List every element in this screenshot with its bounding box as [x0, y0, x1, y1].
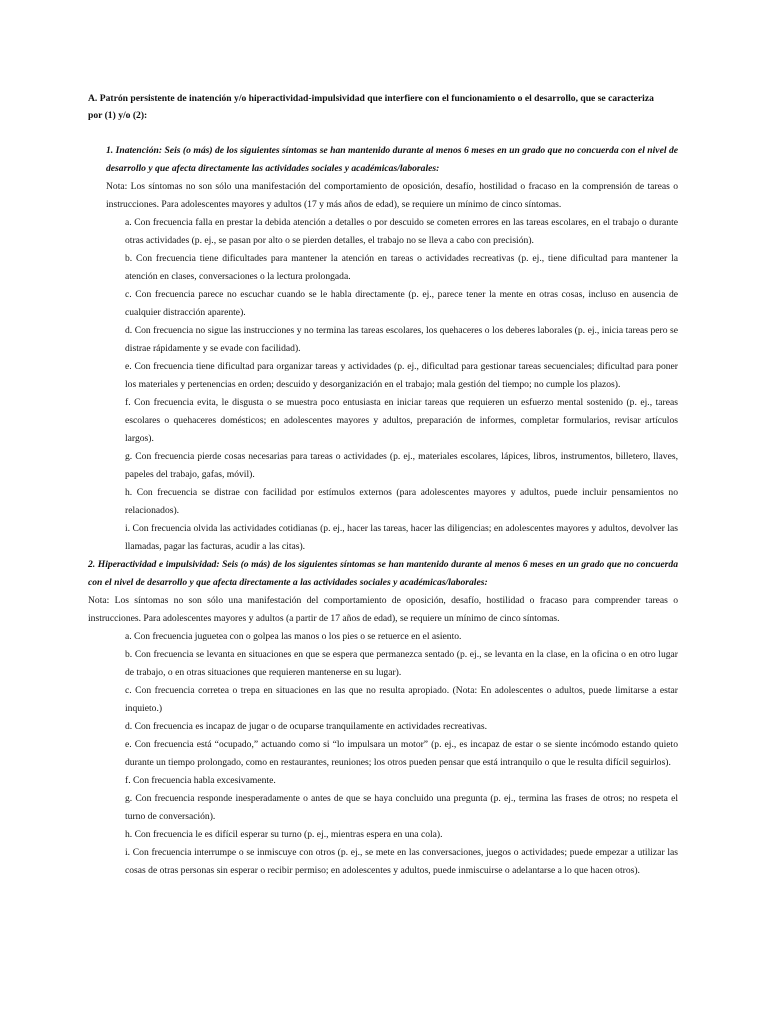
list-item: a. Con frecuencia juguetea con o golpea las manos o los pies o se retuerce en el asiento.	[125, 631, 462, 642]
hyperactivity-note: Nota: Los síntomas no son sólo una manifestación del comportamiento de oposición, desafío, hostilidad o fracaso para comprender tareas o instrucciones. Para adolescentes mayores y adultos (a partir de 17 años de edad), se requiere un mínimo de cinco síntomas.	[88, 595, 678, 624]
list-item: g. Con frecuencia pierde cosas necesarias para tareas o actividades (p. ej., materiales escolares, lápices, libros, instrumentos, billetero, llaves, papeles del trabajo, gafas, móvil).	[125, 451, 678, 480]
section-inattention	[88, 142, 678, 556]
list-item: i. Con frecuencia interrumpe o se inmiscuye con otros (p. ej., se mete en las conversaciones, juegos o actividades; puede empezar a utilizar las cosas de otras personas sin esperar o recibir permiso; en adolescentes y adultos, puede inmiscuirse o adelantarse a lo que hacen otros).	[125, 847, 678, 876]
document-page	[88, 90, 678, 880]
list-item: b. Con frecuencia se levanta en situaciones en que se espera que permanezca sentado (p. ej., se levanta en la clase, en la oficina o en otro lugar de trabajo, o en otras situaciones que requieren mantenerse en su lugar).	[125, 649, 678, 678]
list-item: f. Con frecuencia habla excesivamente.	[125, 775, 276, 786]
list-item: h. Con frecuencia se distrae con facilidad por estímulos externos (para adolescentes mayores y adultos, puede incluir pensamientos no relacionados).	[125, 487, 678, 516]
section-hyperactivity	[88, 556, 678, 880]
list-item: h. Con frecuencia le es difícil esperar su turno (p. ej., mientras espera en una cola).	[125, 829, 443, 840]
list-item: c. Con frecuencia corretea o trepa en situaciones en las que no resulta apropiado. (Nota: En adolescentes o adultos, puede limitarse a estar inquieto.)	[125, 685, 678, 714]
inattention-list	[88, 214, 678, 556]
list-item: e. Con frecuencia está “ocupado,” actuando como si “lo impulsara un motor” (p. ej., es incapaz de estar o se siente incómodo estando quieto durante un tiempo prolongado, como en restaurantes, reuniones; los otros pueden pensar que está intranquilo o que le resulta difícil seguirlos).	[125, 739, 678, 768]
list-item: i. Con frecuencia olvida las actividades cotidianas (p. ej., hacer las tareas, hacer las diligencias; en adolescentes mayores y adultos, devolver las llamadas, pagar las facturas, acudir a las citas).	[125, 523, 678, 552]
list-item: f. Con frecuencia evita, le disgusta o se muestra poco entusiasta en iniciar tareas que requieren un esfuerzo mental sostenido (p. ej., tareas escolares o quehaceres domésticos; en adolescentes mayores y adultos, preparación de informes, completar formularios, revisar artículos largos).	[125, 397, 678, 444]
list-item: c. Con frecuencia parece no escuchar cuando se le habla directamente (p. ej., parece tener la mente en otras cosas, incluso en ausencia de cualquier distracción aparente).	[125, 289, 678, 318]
hyperactivity-title: 2. Hiperactividad e impulsividad: Seis (o más) de los siguientes síntomas se han mantenido durante al menos 6 meses en un grado que no concuerda con el nivel de desarrollo y que afecta directamente a las actividades sociales y académicas/laborales:	[88, 559, 678, 588]
inattention-title: 1. Inatención: Seis (o más) de los siguientes síntomas se han mantenido durante al menos 6 meses en un grado que no concuerda con el nivel de desarrollo y que afecta directamente las actividades sociales y académicas/laborales:	[106, 145, 678, 174]
criterion-a-heading-line1: A. Patrón persistente de inatención y/o hiperactividad-impulsividad que interfiere con el funcionamiento o el desarrollo, que se caracteriza	[88, 93, 654, 104]
criterion-a-heading	[88, 90, 678, 124]
list-item: b. Con frecuencia tiene dificultades para mantener la atención en tareas o actividades recreativas (p. ej., tiene dificultad para mantener la atención en clases, conversaciones o la lectura prolongada.	[125, 253, 678, 282]
list-item: a. Con frecuencia falla en prestar la debida atención a detalles o por descuido se cometen errores en las tareas escolares, en el trabajo o durante otras actividades (p. ej., se pasan por alto o se pierden detalles, el trabajo no se lleva a cabo con precisión).	[125, 217, 678, 246]
list-item: d. Con frecuencia no sigue las instrucciones y no termina las tareas escolares, los quehaceres o los deberes laborales (p. ej., inicia tareas pero se distrae rápidamente y se evade con facilidad).	[125, 325, 678, 354]
inattention-note: Nota: Los síntomas no son sólo una manifestación del comportamiento de oposición, desafío, hostilidad o fracaso en la comprensión de tareas o instrucciones. Para adolescentes mayores y adultos (17 y más años de edad), se requiere un mínimo de cinco síntomas.	[106, 181, 678, 210]
hyperactivity-list	[88, 628, 678, 880]
list-item: d. Con frecuencia es incapaz de jugar o de ocuparse tranquilamente en actividades recreativas.	[125, 721, 487, 732]
criterion-a-heading-line2: por (1) y/o (2):	[88, 110, 148, 121]
list-item: e. Con frecuencia tiene dificultad para organizar tareas y actividades (p. ej., dificultad para gestionar tareas secuenciales; dificultad para poner los materiales y pertenencias en orden; descuido y desorganización en el trabajo; mala gestión del tiempo; no cumple los plazos).	[125, 361, 678, 390]
list-item: g. Con frecuencia responde inesperadamente o antes de que se haya concluido una pregunta (p. ej., termina las frases de otros; no respeta el turno de conversación).	[125, 793, 678, 822]
